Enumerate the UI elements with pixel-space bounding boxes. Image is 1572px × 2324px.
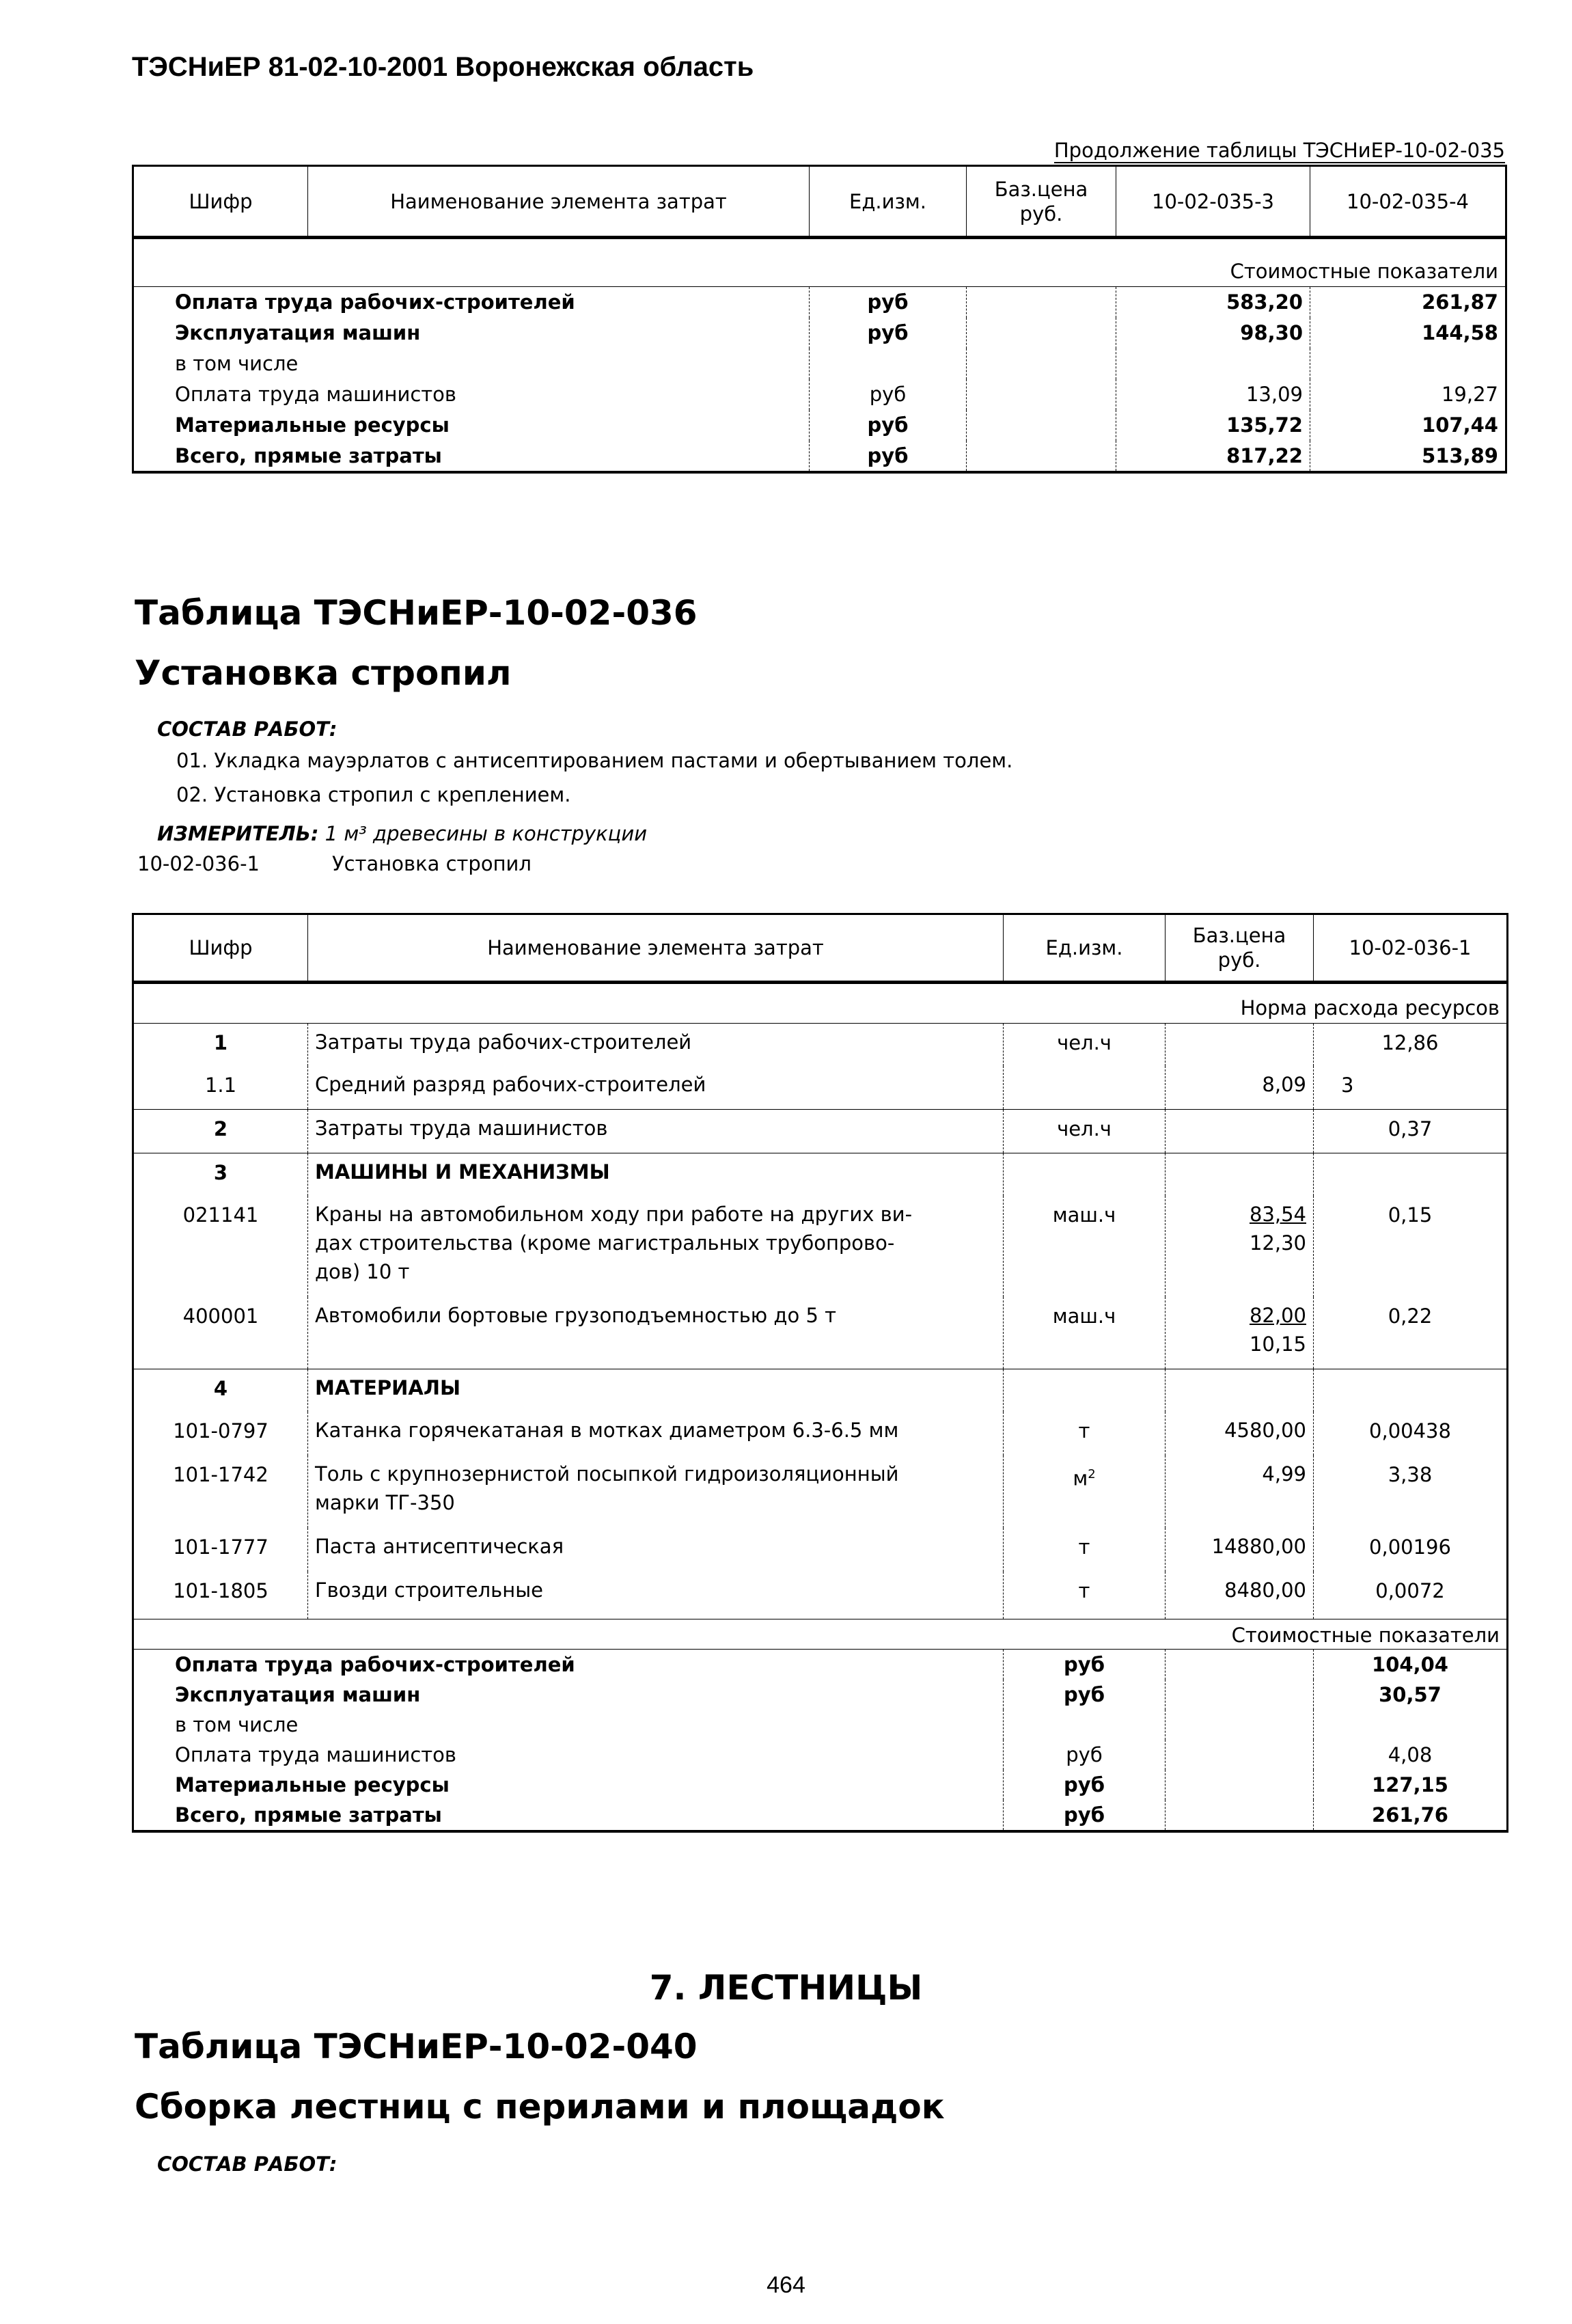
row-price [1166,1710,1314,1740]
row-code: 021141 [133,1196,308,1297]
row-code: 1.1 [133,1066,308,1110]
col-header-code: Шифр [133,914,308,983]
row-name: Затраты труда машинистов [308,1110,1004,1153]
table-row [133,1066,1508,1110]
row-name: МАШИНЫ И МЕХАНИЗМЫ [308,1153,1004,1196]
row-name: МАТЕРИАЛЫ [308,1369,1004,1412]
row-price [1166,1153,1314,1196]
table-row [133,318,1506,348]
row-unit: маш.ч [1004,1196,1166,1297]
row-name: Эксплуатация машин [133,1680,1004,1710]
row-unit: руб [810,287,967,318]
cost-table-10-02-035 [132,165,1507,474]
section-label-cost: Стоимостные показатели [133,238,1506,287]
row-code: 101-1777 [133,1528,308,1572]
row-value-035-3: 135,72 [1116,410,1310,441]
work-item-2: 02. Установка стропил с креплением. [176,783,571,806]
row-unit [1004,1153,1166,1196]
row-unit: маш.ч [1004,1297,1166,1369]
row-price [1166,1297,1314,1369]
row-name: Краны на автомобильном ходу при работе на других ви- дах строительства (кроме магистральных трубопрово- дов) 10 т [308,1196,1004,1297]
row-code: 1 [133,1024,308,1066]
row-value-035-4: 107,44 [1310,410,1506,441]
row-unit: руб [1004,1800,1166,1831]
row-price: 8480,00 [1166,1572,1314,1619]
composition-label: СОСТАВ РАБОТ: [157,717,337,741]
row-unit: руб [1004,1770,1166,1800]
table-row [133,1680,1508,1710]
row-price [967,287,1116,318]
row-unit: руб [1004,1650,1166,1680]
table-036-title: Таблица ТЭСНиЕР-10-02-036 [135,593,698,633]
table-040-subtitle: Сборка лестниц с перилами и площадок [135,2087,945,2127]
composition-label-040: СОСТАВ РАБОТ: [157,2152,337,2176]
machinist-wage: 10,15 [1249,1332,1306,1356]
resource-table-10-02-036 [132,913,1508,1833]
row-value: 3 [1314,1066,1508,1110]
row-unit: руб [810,441,967,472]
base-price: 83,54 [1249,1202,1306,1226]
row-name: Паста антисептическая [308,1528,1004,1572]
row-value-035-3: 13,09 [1116,379,1310,410]
row-unit [1004,1455,1166,1528]
col-header-price: Баз.цена руб. [1166,914,1314,983]
row-name: Гвозди строительные [308,1572,1004,1619]
col-header-name: Наименование элемента затрат [308,166,810,238]
col-header-035-3: 10-02-035-3 [1116,166,1310,238]
row-name: в том числе [133,1710,1004,1740]
work-item-1: 01. Укладка мауэрлатов с антисептированием пастами и обертыванием толем. [176,749,1013,772]
col-header-price: Баз.цена руб. [967,166,1116,238]
row-unit [810,348,967,379]
row-value-035-4: 513,89 [1310,441,1506,472]
page-number: 464 [767,2272,805,2298]
table-036-subtitle: Установка стропил [135,653,512,693]
row-name: Материальные ресурсы [133,410,810,441]
row-value: 0,0072 [1314,1572,1508,1619]
document-header: ТЭСНиЕР 81-02-10-2001 Воронежская область [132,52,754,82]
row-unit: т [1004,1528,1166,1572]
row-price: 8,09 [1166,1066,1314,1110]
row-name: Автомобили бортовые грузоподъемностью до 5 т [308,1297,1004,1369]
row-name: Затраты труда рабочих-строителей [308,1024,1004,1066]
row-price [1166,1680,1314,1710]
row-value: 3,38 [1314,1455,1508,1528]
row-price [1166,1110,1314,1153]
row-value-035-3 [1116,348,1310,379]
row-value-035-3: 817,22 [1116,441,1310,472]
row-code: 2 [133,1110,308,1153]
row-unit [1004,1710,1166,1740]
row-code: 4 [133,1369,308,1412]
base-price: 82,00 [1249,1303,1306,1327]
row-price [1166,1650,1314,1680]
row-unit: чел.ч [1004,1110,1166,1153]
row-price [967,379,1116,410]
row-value [1314,1369,1508,1412]
row-value: 30,57 [1314,1680,1508,1710]
row-unit: руб [810,379,967,410]
table-row [133,1528,1508,1572]
row-unit: руб [810,318,967,348]
table-row [133,1455,1508,1528]
row-name: Катанка горячекатаная в мотках диаметром 6.3-6.5 мм [308,1412,1004,1455]
table-row [133,1412,1508,1455]
row-value-035-4: 144,58 [1310,318,1506,348]
table-row [133,1024,1508,1066]
row-price [967,318,1116,348]
row-unit: руб [1004,1680,1166,1710]
row-unit: т [1004,1572,1166,1619]
row-price: 4580,00 [1166,1412,1314,1455]
col-header-unit: Ед.изм. [810,166,967,238]
table-row [133,348,1506,379]
row-value [1314,1710,1508,1740]
row-unit [1004,1066,1166,1110]
row-price [1166,1740,1314,1770]
row-name: Эксплуатация машин [133,318,810,348]
norm-code-name: Установка стропил [332,852,532,875]
machinist-wage: 12,30 [1249,1231,1306,1255]
meter-label: ИЗМЕРИТЕЛЬ: [157,822,319,845]
unit-text: м [1073,1466,1088,1490]
table-row [133,1800,1508,1831]
row-name: Всего, прямые затраты [133,441,810,472]
row-value: 127,15 [1314,1770,1508,1800]
col-header-036-1: 10-02-036-1 [1314,914,1508,983]
row-name: Всего, прямые затраты [133,1800,1004,1831]
norm-code: 10-02-036-1 [137,852,260,875]
row-value: 4,08 [1314,1740,1508,1770]
section-row [133,1619,1508,1650]
row-value-035-4 [1310,348,1506,379]
row-name: Материальные ресурсы [133,1770,1004,1800]
row-unit: чел.ч [1004,1024,1166,1066]
row-price [1166,1369,1314,1412]
row-code: 101-1805 [133,1572,308,1619]
col-header-code: Шифр [133,166,308,238]
row-price [967,410,1116,441]
row-unit: руб [1004,1740,1166,1770]
table-row [133,1650,1508,1680]
meter-value: 1 м³ древесины в конструкции [325,822,648,845]
row-value-035-3: 583,20 [1116,287,1310,318]
row-name: Оплата труда машинистов [133,1740,1004,1770]
table-row [133,379,1506,410]
table-continuation-caption: Продолжение таблицы ТЭСНиЕР-10-02-035 [1053,139,1505,162]
table-row [133,1740,1508,1770]
table-row [133,1572,1508,1619]
table-row [133,1710,1508,1740]
row-name: Оплата труда машинистов [133,379,810,410]
row-name: Оплата труда рабочих-строителей [133,287,810,318]
col-header-unit: Ед.изм. [1004,914,1166,983]
table-row [133,1369,1508,1412]
section-label-norm: Норма расхода ресурсов [133,983,1508,1024]
row-price [967,441,1116,472]
row-value: 261,76 [1314,1800,1508,1831]
table-040-title: Таблица ТЭСНиЕР-10-02-040 [135,2027,698,2066]
row-value: 0,00196 [1314,1528,1508,1572]
row-unit: руб [810,410,967,441]
row-value: 12,86 [1314,1024,1508,1066]
row-code: 400001 [133,1297,308,1369]
row-code: 3 [133,1153,308,1196]
table-row [133,1297,1508,1369]
row-price: 14880,00 [1166,1528,1314,1572]
row-value [1314,1153,1508,1196]
row-name: Средний разряд рабочих-строителей [308,1066,1004,1110]
row-unit: т [1004,1412,1166,1455]
row-value: 0,37 [1314,1110,1508,1153]
section-label-cost: Стоимостные показатели [133,1619,1508,1650]
row-value-035-4: 19,27 [1310,379,1506,410]
unit-superscript: 2 [1088,1466,1096,1481]
row-value-035-4: 261,87 [1310,287,1506,318]
table-row [133,287,1506,318]
row-name: Толь с крупнозернистой посыпкой гидроизоляционный марки ТГ-350 [308,1455,1004,1528]
row-price [1166,1800,1314,1831]
row-name: в том числе [133,348,810,379]
row-value: 104,04 [1314,1650,1508,1680]
row-price: 4,99 [1166,1455,1314,1528]
row-price [1166,1770,1314,1800]
row-price [1166,1024,1314,1066]
row-price [967,348,1116,379]
table-row [133,441,1506,472]
row-value-035-3: 98,30 [1116,318,1310,348]
row-name: Оплата труда рабочих-строителей [133,1650,1004,1680]
row-value: 0,22 [1314,1297,1508,1369]
table-row [133,1196,1508,1297]
row-value: 0,00438 [1314,1412,1508,1455]
row-price [1166,1196,1314,1297]
table-row [133,1153,1508,1196]
row-code: 101-0797 [133,1412,308,1455]
table-row [133,1110,1508,1153]
row-unit [1004,1369,1166,1412]
col-header-035-4: 10-02-035-4 [1310,166,1506,238]
col-header-name: Наименование элемента затрат [308,914,1004,983]
table-row [133,410,1506,441]
table-row [133,1770,1508,1800]
row-value: 0,15 [1314,1196,1508,1297]
section-heading: 7. ЛЕСТНИЦЫ [649,1968,923,2008]
row-code: 101-1742 [133,1455,308,1528]
